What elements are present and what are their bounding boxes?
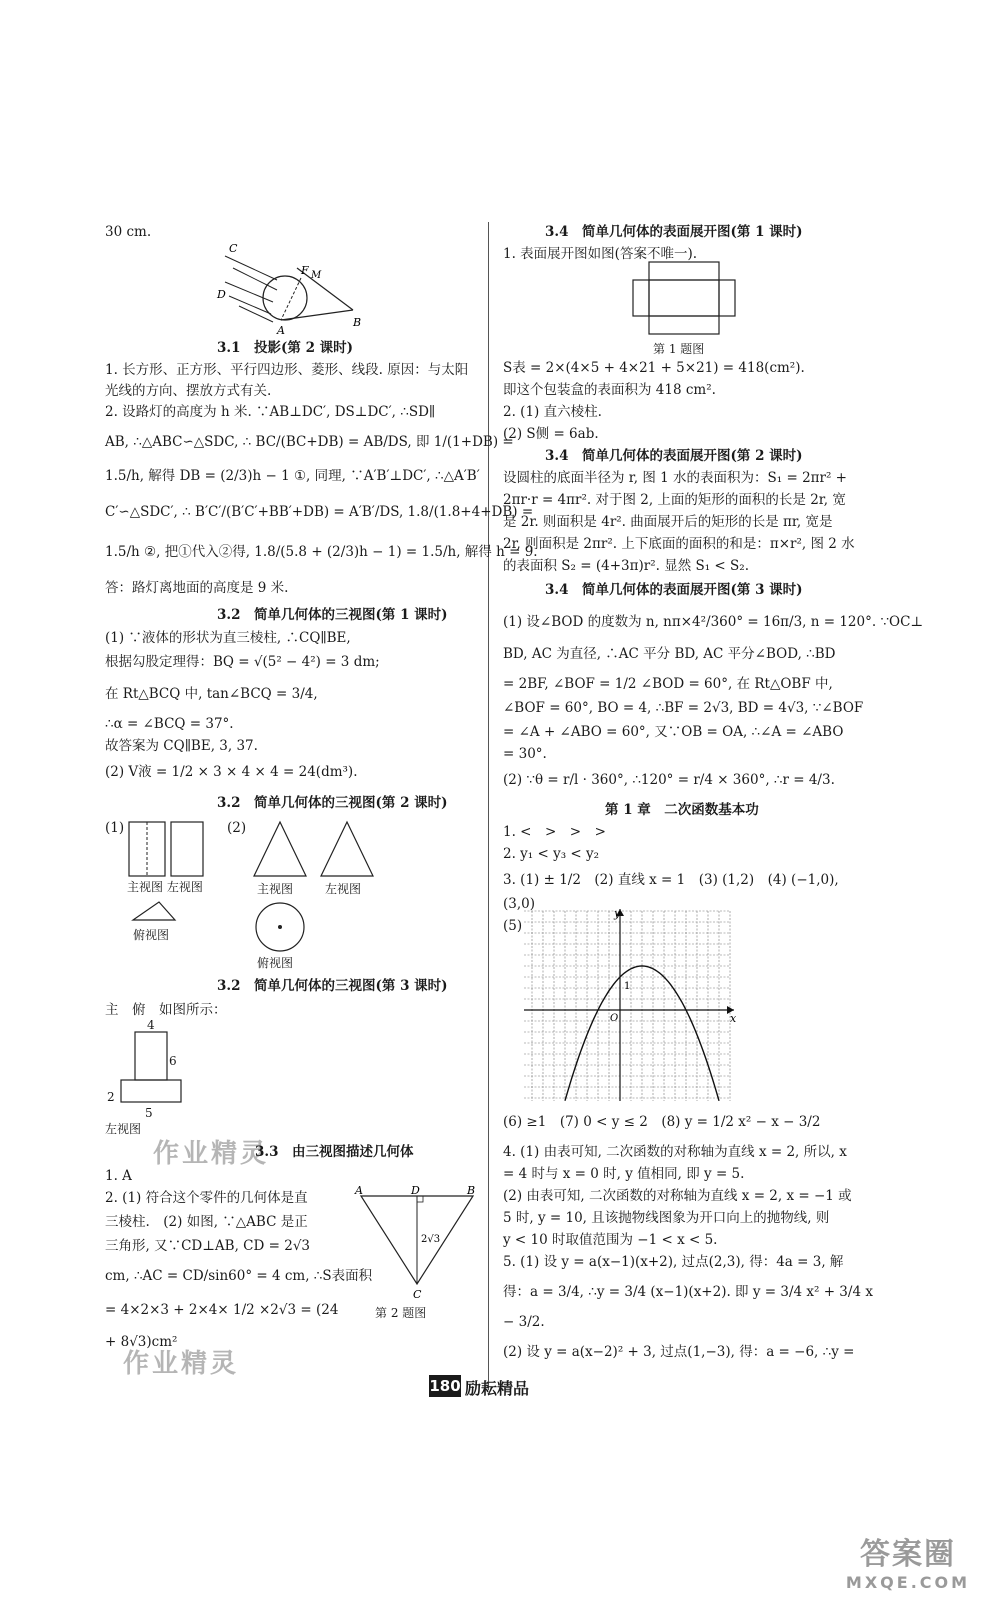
parabola-grid-graph — [518, 905, 738, 1105]
s32a-line-5: 故答案为 CQ∥BE, 3, 37. — [105, 738, 258, 754]
s32a-line-6: (2) V液 = 1/2 × 3 × 4 × 4 = 24(dm³). — [105, 764, 358, 780]
fig1-label-d: D — [217, 288, 226, 301]
s34c-line-7: (2) ∵θ = r/l · 360°, ∴120° = r/4 × 360°, ∴r = 4/3. — [503, 772, 835, 788]
s34a-caption: 第 1 题图 — [653, 342, 705, 356]
s32b-part-1: (1) — [105, 820, 125, 836]
chapter-1-title: 第 1 章 二次函数基本功 — [605, 802, 759, 818]
fig2-label-b: B — [467, 1184, 476, 1197]
fig2-caption: 第 2 题图 — [375, 1306, 427, 1320]
section-3-2b-title: 3.2 简单几何体的三视图(第 2 课时) — [217, 795, 448, 811]
s32c-line-1: 主 俯 如图所示： — [105, 1002, 227, 1018]
cone-front-view — [250, 818, 310, 880]
ch1-line-1: 1. < > > > — [503, 824, 606, 840]
fig2-label-c: C — [413, 1288, 422, 1301]
section-3-1-title: 3.1 投影(第 2 课时) — [217, 340, 354, 356]
ch1-line-10: 5 时, y = 10, 且该抛物线图象为开口向上的抛物线, 则 — [503, 1210, 830, 1226]
s32b-caption-3: 左视图 — [325, 882, 362, 896]
s32b-caption-4: 俯视图 — [133, 928, 170, 942]
triangle-figure — [353, 1184, 481, 1304]
s32a-line-4: ∴α = ∠BCQ = 37°. — [105, 716, 234, 732]
s31-line-6: C′∽△SDC′, ∴ B′C′/(B′C′+BB′+DB) = A′B′/DS, 1.8/(1.8+4+DB) = — [105, 504, 534, 520]
ch1-line-2: 2. y₁ < y₃ < y₂ — [503, 846, 600, 862]
fig1-label-c: C — [229, 242, 238, 255]
unfolded-box-figure — [631, 260, 755, 338]
ch1-line-15: (2) 设 y = a(x−2)² + 3, 过点(1,−3), 得：a = −6, ∴y = — [503, 1344, 855, 1360]
s34b-line-4: 2r, 则面积是 2πr². 上下底面的面积的和是：π×r², 图 2 水 — [503, 536, 855, 552]
s34b-line-1: 设圆柱的底面半径为 r, 图 1 水的表面积为：S₁ = 2πr² + — [503, 470, 847, 486]
section-3-4b-title: 3.4 简单几何体的表面展开图(第 2 课时) — [545, 448, 803, 464]
ch1-line-14: − 3/2. — [503, 1314, 545, 1330]
ch1-line-6: (6) ≥1 (7) 0 < y ≤ 2 (8) y = 1/2 x² − x − 3/2 — [503, 1114, 821, 1130]
projection-figure — [215, 240, 365, 336]
ch1-line-3: 3. (1) ± 1/2 (2) 直线 x = 1 (3) (1,2) (4) (−1,0), — [503, 872, 839, 888]
s31-line-1: 1. 长方形、正方形、平行四边形、菱形、线段. 原因：与太阳 — [105, 362, 469, 378]
fig2-length: 2√3 — [421, 1234, 441, 1245]
s34c-line-6: = 30°. — [503, 746, 547, 762]
s31-line-7: 1.5/h ②, 把①代入②得, 1.8/(5.8 + (2/3)h − 1) = 1.5/h, 解得 h = 9. — [105, 544, 538, 560]
s34c-line-2: BD, AC 为直径, ∴AC 平分 BD, AC 平分∠BOD, ∴BD — [503, 646, 836, 662]
side-view-figure — [117, 1030, 187, 1106]
ch1-line-13: 得：a = 3/4, ∴y = 3/4 (x−1)(x+2). 即 y = 3/4 x² + 3/4 x — [503, 1284, 873, 1300]
s33-line-1: 1. A — [105, 1168, 132, 1184]
s32c-label-2: 2 — [107, 1090, 115, 1104]
s31-line-4: AB, ∴△ABC∽△SDC, ∴ BC/(BC+DB) = AB/DS, 即 1/(1+DB) = — [105, 434, 514, 450]
s31-line-5: 1.5/h, 解得 DB = (2/3)h − 1 ①, 同理, ∵A′B′⊥DC′, ∴△A′B′ — [105, 468, 480, 484]
s34a-line-5: (2) S侧 = 6ab. — [503, 426, 599, 442]
s34a-line-4: 2. (1) 直六棱柱. — [503, 404, 602, 420]
graph-x-label: x — [730, 1012, 737, 1025]
top-line: 30 cm. — [105, 224, 152, 240]
s32b-caption-1: 主视图 左视图 — [127, 880, 203, 894]
s32b-caption-5: 俯视图 — [257, 956, 294, 970]
s33-line-6: = 4×2×3 + 2×4× 1/2 ×2√3 = (24 — [105, 1302, 339, 1318]
ch1-line-12: 5. (1) 设 y = a(x−1)(x+2), 过点(2,3), 得：4a = 3, 解 — [503, 1254, 844, 1270]
cone-side-view — [317, 818, 377, 880]
graph-y-label: y — [614, 907, 621, 920]
s32c-label-5: 5 — [145, 1106, 153, 1120]
cone-top-view — [253, 900, 307, 954]
s34c-line-5: = ∠A + ∠ABO = 60°, 又∵OB = OA, ∴∠A = ∠ABO — [503, 724, 844, 740]
stamp-1: 作业精灵 — [153, 1139, 270, 1169]
s34a-line-1: 1. 表面展开图如图(答案不唯一). — [503, 246, 697, 262]
ch1-line-9: (2) 由表可知, 二次函数的对称轴为直线 x = 2, x = −1 或 — [503, 1188, 852, 1204]
s34c-line-1: (1) 设∠BOD 的度数为 n, nπ×4²/360° = 16π/3, n = 120°. ∵OC⊥ — [503, 614, 924, 630]
fig1-label-f: F — [301, 264, 309, 277]
fig2-label-a: A — [355, 1184, 363, 1197]
s33-line-4: 三角形, 又∵CD⊥AB, CD = 2√3 — [105, 1238, 311, 1254]
s32b-caption-2: 主视图 — [257, 882, 294, 896]
s32a-line-1: (1) ∵液体的形状为直三棱柱, ∴CQ∥BE, — [105, 630, 351, 646]
s32c-caption: 左视图 — [105, 1122, 142, 1136]
graph-origin-label: O — [610, 1013, 619, 1024]
fig1-label-m: M — [311, 270, 322, 281]
s31-line-2: 光线的方向、摆放方式有关. — [105, 383, 272, 399]
page-number: 180 — [429, 1377, 461, 1395]
s33-line-7: + 8√3)cm² — [105, 1334, 178, 1350]
s32a-line-2: 根据勾股定理得：BQ = √(5² − 4²) = 3 dm; — [105, 654, 380, 670]
s34a-line-3: 即这个包装盒的表面积为 418 cm². — [503, 382, 716, 398]
s34b-line-3: 是 2r. 则面积是 4r². 曲面展开后的矩形的长是 πr, 宽是 — [503, 514, 833, 530]
ch1-line-4: (3,0) — [503, 896, 536, 912]
s34a-line-2: S表 = 2×(4×5 + 4×21 + 5×21) = 418(cm²). — [503, 360, 805, 376]
s32a-line-3: 在 Rt△BCQ 中, tan∠BCQ = 3/4, — [105, 686, 318, 702]
watermark-title: 答案圈 — [860, 1537, 956, 1572]
top-view-triangle — [129, 898, 179, 924]
fig1-label-b: B — [353, 316, 362, 329]
stamp-2: 作业精灵 — [123, 1349, 240, 1379]
s34c-line-3: = 2BF, ∠BOF = 1/2 ∠BOD = 60°, 在 Rt△OBF 中, — [503, 676, 833, 692]
section-3-4c-title: 3.4 简单几何体的表面展开图(第 3 课时) — [545, 582, 803, 598]
s31-line-8: 答：路灯离地面的高度是 9 米. — [105, 580, 289, 596]
s34b-line-5: 的表面积 S₂ = (4+3π)r². 显然 S₁ < S₂. — [503, 558, 749, 574]
s34c-line-4: ∠BOF = 60°, BO = 4, ∴BF = 2√3, BD = 4√3, ∵∠BOF — [503, 700, 864, 716]
page-footer — [425, 1374, 555, 1400]
front-side-views — [127, 820, 207, 880]
s32c-label-4: 4 — [147, 1018, 155, 1032]
section-3-3-title: 3.3 由三视图描述几何体 — [255, 1144, 414, 1160]
section-3-4a-title: 3.4 简单几何体的表面展开图(第 1 课时) — [545, 224, 803, 240]
ch1-line-11: y < 10 时取值范围为 −1 < x < 5. — [503, 1232, 718, 1248]
s31-line-3: 2. 设路灯的高度为 h 米. ∵AB⊥DC′, DS⊥DC′, ∴SD∥ — [105, 404, 436, 420]
s33-line-2: 2. (1) 符合这个零件的几何体是直 — [105, 1190, 308, 1206]
section-3-2c-title: 3.2 简单几何体的三视图(第 3 课时) — [217, 978, 448, 994]
fig2-label-d: D — [411, 1184, 420, 1197]
brand-name: 励耘精品 — [465, 1379, 530, 1398]
watermark — [833, 1529, 983, 1592]
s32b-part-2: (2) — [227, 820, 247, 836]
graph-unit-label: 1 — [624, 981, 631, 992]
ch1-line-8: = 4 时与 x = 0 时, y 值相同, 即 y = 5. — [503, 1166, 745, 1182]
ch1-line-5: (5) — [503, 918, 523, 934]
watermark-url: MXQE.COM — [845, 1573, 971, 1592]
s33-line-5: cm, ∴AC = CD/sin60° = 4 cm, ∴S表面积 — [105, 1268, 373, 1284]
s34b-line-2: 2πr·r = 4πr². 对于图 2, 上面的矩形的面积的长是 2r, 宽 — [503, 492, 846, 508]
section-3-2a-title: 3.2 简单几何体的三视图(第 1 课时) — [217, 607, 448, 623]
s32c-label-6: 6 — [169, 1054, 177, 1068]
column-divider — [488, 222, 489, 1390]
s33-line-3: 三棱柱. (2) 如图, ∵△ABC 是正 — [105, 1214, 308, 1230]
ch1-line-7: 4. (1) 由表可知, 二次函数的对称轴为直线 x = 2, 所以, x — [503, 1144, 847, 1160]
fig1-label-a: A — [277, 324, 285, 336]
